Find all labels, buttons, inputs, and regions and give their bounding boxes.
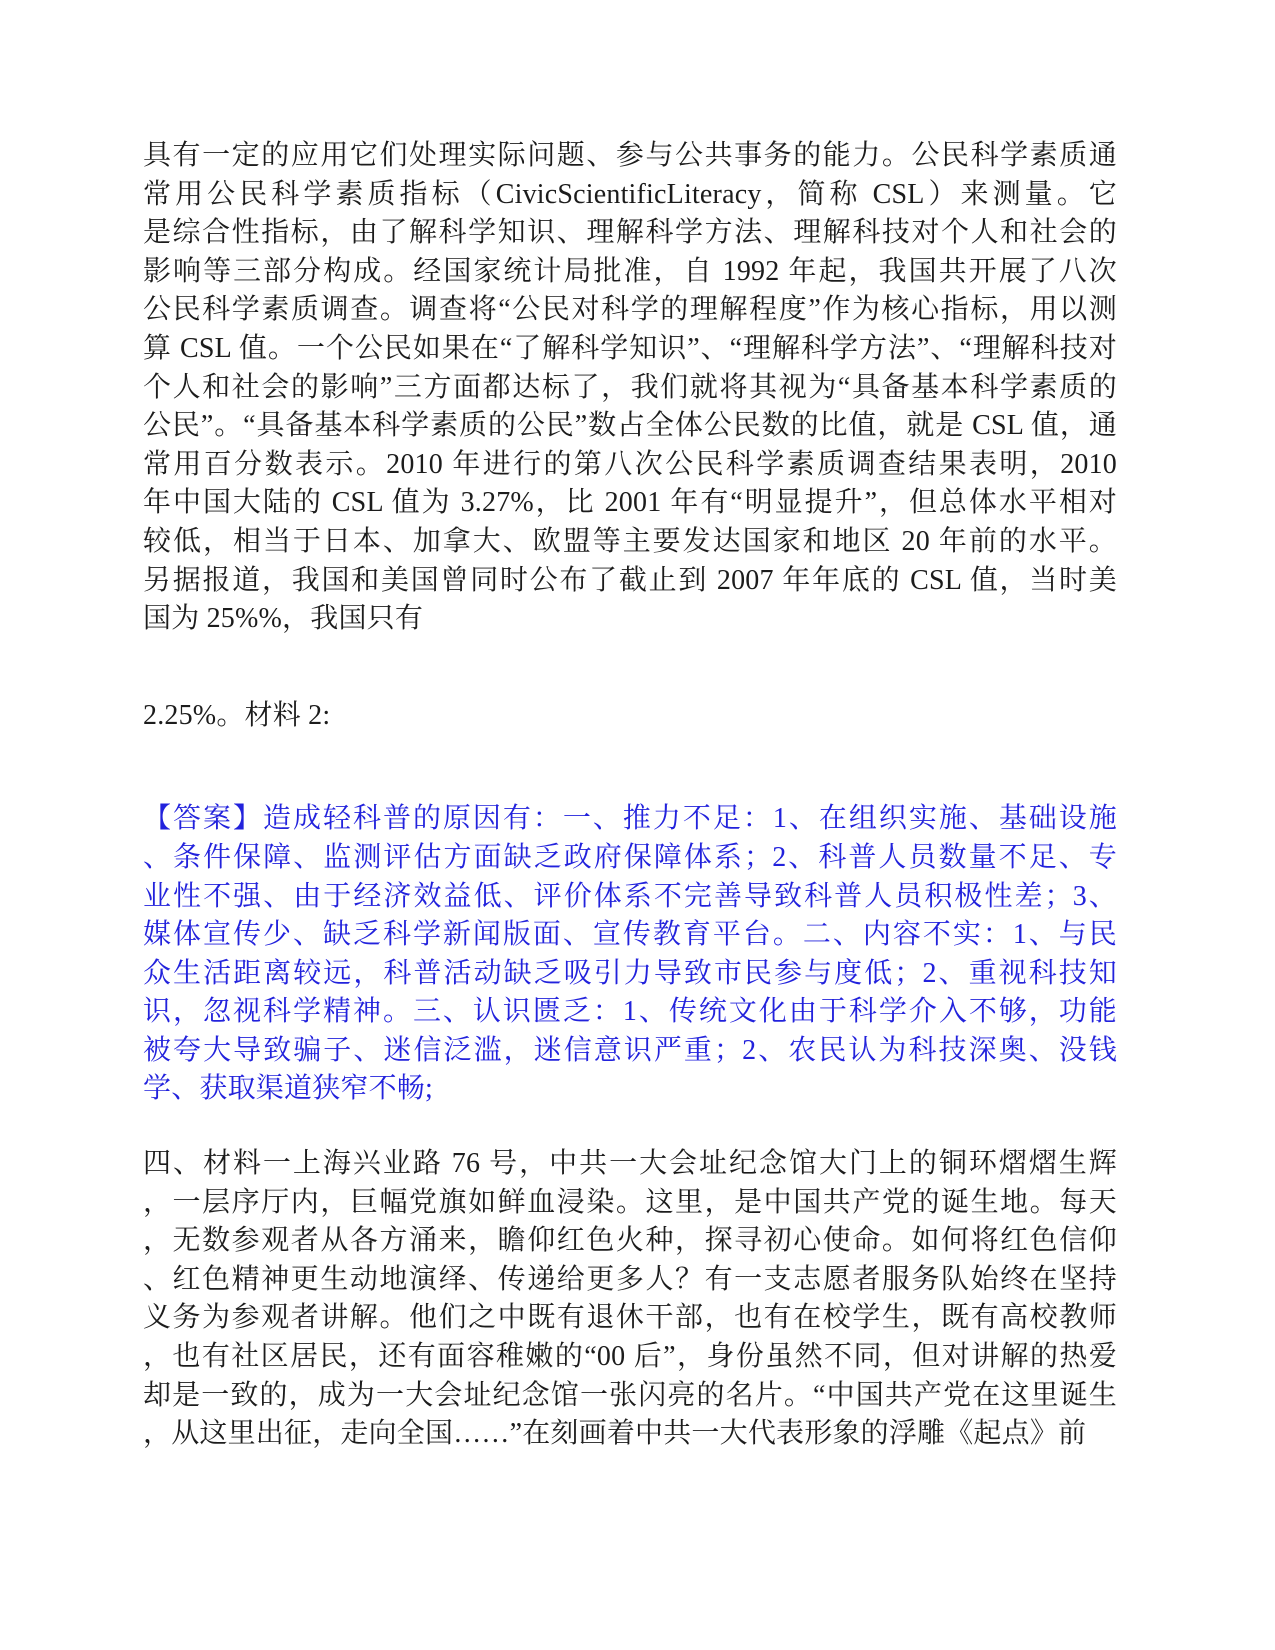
text-line: 常用百分数表示。2010 年进行的第八次公民科学素质调查结果表明，2010 <box>143 448 1117 480</box>
answer-text-line: 媒体宣传少、缺乏科学新闻版面、宣传教育平台。二、内容不实：1、与民 <box>143 919 1117 951</box>
text-line: 算 CSL 值。一个公民如果在“了解科学知识”、“理解科学方法”、“理解科技对 <box>143 332 1117 364</box>
text-line: ，无数参观者从各方涌来，瞻仰红色火种，探寻初心使命。如何将红色信仰 <box>143 1225 1117 1257</box>
text-line: ，也有社区居民，还有面容稚嫩的“00 后”，身份虽然不同，但对讲解的热爱 <box>143 1341 1117 1373</box>
text-line: 公民”。“具备基本科学素质的公民”数占全体公民数的比值，就是 CSL 值，通 <box>143 410 1117 442</box>
text-line: 影响等三部分构成。经国家统计局批准，自 1992 年起，我国共开展了八次 <box>143 255 1117 287</box>
answer-text-line: 业性不强、由于经济效益低、评价体系不完善导致科普人员积极性差；3、 <box>143 880 1117 912</box>
text-line: 是综合性指标，由了解科学知识、理解科学方法、理解科技对个人和社会的 <box>143 217 1117 249</box>
text-line: 具有一定的应用它们处理实际问题、参与公共事务的能力。公民科学素质通 <box>143 140 1117 171</box>
text-line: 公民科学素质调查。调查将“公民对科学的理解程度”作为核心指标，用以测 <box>143 294 1117 326</box>
text-line: 较低，相当于日本、加拿大、欧盟等主要发达国家和地区 20 年前的水平。 <box>143 525 1117 557</box>
text-line: ，一层序厅内，巨幅党旗如鲜血浸染。这里，是中国共产党的诞生地。每天 <box>143 1186 1117 1218</box>
answer-text-line: 众生活距离较远，科普活动缺乏吸引力导致市民参与度低；2、重视科技知 <box>143 957 1117 989</box>
paragraph-csl-material <box>143 137 1117 639</box>
text-line: 却是一致的，成为一大会址纪念馆一张闪亮的名片。“中国共产党在这里诞生 <box>143 1379 1117 1411</box>
answer-text-line: 、条件保障、监测评估方面缺乏政府保障体系；2、科普人员数量不足、专 <box>143 841 1117 873</box>
text-line: 、红色精神更生动地演绎、传递给更多人？有一支志愿者服务队始终在坚持 <box>143 1263 1117 1295</box>
paragraph-csl-value <box>143 697 1117 736</box>
text-line: 年中国大陆的 CSL 值为 3.27%，比 2001 年有“明显提升”，但总体水平相对 <box>143 487 1117 519</box>
answer-text-line: 识，忽视科学精神。三、认识匮乏：1、传统文化由于科学介入不够，功能 <box>143 996 1117 1028</box>
text-line: 国为 25%%，我国只有 <box>143 603 424 635</box>
text-line: 另据报道，我国和美国曾同时公布了截止到 2007 年年底的 CSL 值，当时美 <box>143 564 1117 596</box>
text-line: 四、材料一上海兴业路 76 号，中共一大会址纪念馆大门上的铜环熠熠生辉 <box>143 1148 1117 1180</box>
answer-text-line: 【答案】造成轻科普的原因有：一、推力不足：1、在组织实施、基础设施 <box>143 803 1117 835</box>
paragraph-answer <box>143 800 1117 1109</box>
text-line: 2.25%。材料 2: <box>143 699 331 731</box>
paragraph-material-one <box>143 1145 1117 1454</box>
document-content <box>143 137 1117 1454</box>
answer-text-line: 学、获取渠道狭窄不畅; <box>143 1073 433 1105</box>
answer-text-line: 被夸大导致骗子、迷信泛滥，迷信意识严重；2、农民认为科技深奥、没钱 <box>143 1034 1117 1066</box>
text-line: ，从这里出征，走向全国……”在刻画着中共一大代表形象的浮雕《起点》前 <box>143 1418 1087 1450</box>
text-line: 义务为参观者讲解。他们之中既有退休干部，也有在校学生，既有高校教师 <box>143 1302 1117 1334</box>
text-line: 个人和社会的影响”三方面都达标了，我们就将其视为“具备基本科学素质的 <box>143 371 1117 403</box>
text-line: 常用公民科学素质指标（CivicScientificLiteracy，简称 CSL）来测量。它 <box>143 178 1117 210</box>
